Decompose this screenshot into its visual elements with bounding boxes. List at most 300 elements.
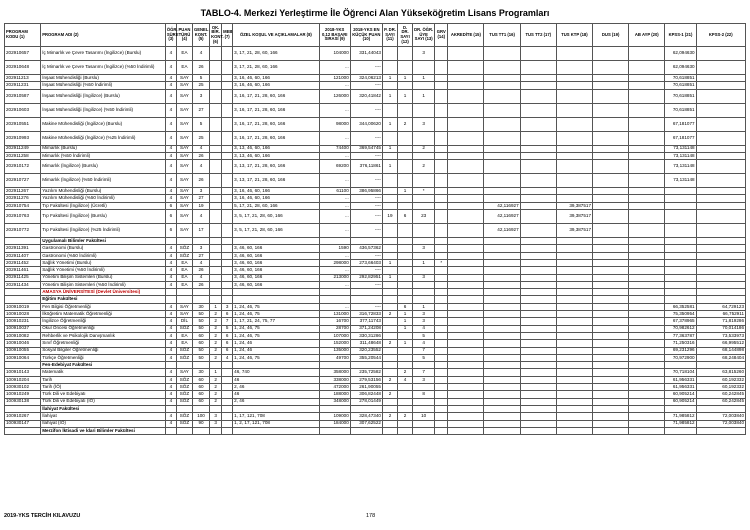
table-cell [192, 296, 209, 303]
table-cell [484, 174, 520, 188]
table-cell: 100910143 [5, 369, 41, 376]
table-row [5, 369, 746, 376]
table-cell [593, 413, 629, 420]
table-cell [629, 362, 665, 369]
table-cell: ---- [350, 195, 382, 202]
table-cell: * [435, 259, 448, 266]
table-cell [413, 267, 435, 274]
table-cell [222, 75, 233, 82]
table-cell: 42,116927 [484, 202, 520, 209]
table-cell [413, 174, 435, 188]
table-cell [448, 354, 484, 361]
table-cell: 3, 16, 46, 60, 166 [233, 82, 319, 89]
table-cell [484, 61, 520, 75]
table-cell: ---- [350, 131, 382, 145]
column-header: KPSS-2 (22) [696, 24, 745, 47]
table-cell [629, 376, 665, 383]
table-cell [484, 274, 520, 281]
table-cell: ... [319, 61, 350, 75]
table-cell [520, 202, 556, 209]
table-cell [665, 224, 696, 238]
table-cell [382, 224, 397, 238]
table-cell: SAY [176, 117, 192, 131]
column-header: 2018-YKS 0,12 BAŞARI SIRASI (9) [319, 24, 350, 47]
table-cell: 17 [192, 224, 209, 238]
table-cell: 202910172 [5, 160, 41, 174]
table-cell [556, 188, 592, 195]
table-cell: 3, 13, 17, 21, 28, 60, 166 [233, 174, 319, 188]
table-cell: 152000 [319, 340, 350, 347]
table-cell: 1 [382, 89, 397, 103]
table-cell [696, 267, 745, 274]
table-cell [556, 311, 592, 318]
table-cell: 71,250316 [665, 340, 696, 347]
table-cell: 202911258 [5, 152, 41, 159]
table-cell [520, 405, 556, 412]
table-cell [665, 195, 696, 202]
table-cell [176, 427, 192, 434]
table-cell [435, 82, 448, 89]
table-cell [484, 47, 520, 61]
table-cell [665, 289, 696, 296]
table-cell: 2 [413, 145, 435, 152]
table-cell [165, 296, 176, 303]
table-cell [382, 238, 397, 245]
table-cell [435, 347, 448, 354]
table-cell [520, 267, 556, 274]
table-cell [382, 398, 397, 405]
table-cell [520, 47, 556, 61]
table-cell [665, 259, 696, 266]
table-cell: DİL [176, 318, 192, 325]
table-cell [556, 259, 592, 266]
table-cell: 202910754 [5, 202, 41, 209]
table-cell: 66,752911 [696, 311, 745, 318]
table-cell [210, 245, 222, 252]
table-cell: 61,956331 [665, 384, 696, 391]
table-cell [382, 347, 397, 354]
table-cell: 4 [192, 145, 209, 152]
table-cell [5, 289, 41, 296]
table-cell: 2 [382, 391, 397, 398]
table-cell [398, 61, 413, 75]
table-cell [696, 281, 745, 288]
table-cell [382, 420, 397, 427]
table-cell [382, 303, 397, 310]
table-cell: 2 [210, 384, 222, 391]
table-cell: 75,350954 [665, 311, 696, 318]
table-cell: 3, 5, 17, 21, 28, 60, 166 [233, 224, 319, 238]
table-cell [556, 347, 592, 354]
table-cell [192, 362, 209, 369]
table-cell: 10 [413, 413, 435, 420]
table-cell [413, 289, 435, 296]
table-cell: 202910587 [5, 89, 41, 103]
table-row [5, 311, 746, 318]
table-cell [222, 259, 233, 266]
table-cell: 4 [413, 340, 435, 347]
table-cell [593, 160, 629, 174]
table-cell: 26 [192, 281, 209, 288]
table-cell: ---- [350, 252, 382, 259]
table-cell: Türkçe Öğretmenliği [41, 354, 166, 361]
table-cell [448, 427, 484, 434]
table-cell [520, 75, 556, 82]
table-cell [696, 174, 745, 188]
table-cell [593, 427, 629, 434]
table-cell [448, 82, 484, 89]
table-cell [222, 296, 233, 303]
table-cell [5, 238, 41, 245]
table-cell [319, 238, 350, 245]
table-cell: SÖZ [176, 391, 192, 398]
table-cell: 126000 [319, 89, 350, 103]
table-cell: İlahiyat (İÖ) [41, 420, 166, 427]
table-cell [382, 281, 397, 288]
table-row [5, 398, 746, 405]
table-cell: ---- [350, 61, 382, 75]
table-cell: 3 [192, 89, 209, 103]
table-cell: 27 [192, 103, 209, 117]
table-cell: İlahiyat Fakültesi [41, 405, 166, 412]
table-cell: İnşaat Mühendisliği (%50 İndirimli) [41, 82, 166, 89]
table-cell: ... [319, 202, 350, 209]
table-cell [222, 61, 233, 75]
table-cell: 16700 [319, 318, 350, 325]
table-cell [435, 195, 448, 202]
table-cell [413, 281, 435, 288]
table-cell: 2 [413, 160, 435, 174]
table-cell: 1 [382, 117, 397, 131]
table-cell [435, 89, 448, 103]
table-cell: ---- [350, 174, 382, 188]
table-cell [210, 145, 222, 152]
table-cell: Mimarlık (İngilizce) (%50 İndirimli) [41, 174, 166, 188]
table-cell [176, 289, 192, 296]
table-cell: SAY [176, 75, 192, 82]
table-cell [696, 362, 745, 369]
table-cell [696, 210, 745, 224]
table-cell: SAY [176, 202, 192, 209]
table-cell [192, 238, 209, 245]
table-cell [484, 376, 520, 383]
table-cell: 50 [192, 311, 209, 318]
table-cell: 4 [165, 174, 176, 188]
table-cell: 355,20544 [350, 354, 382, 361]
table-cell [398, 224, 413, 238]
table-cell [413, 195, 435, 202]
table-cell [484, 369, 520, 376]
table-cell [176, 405, 192, 412]
table-cell [435, 131, 448, 145]
table-cell: 42,116927 [484, 224, 520, 238]
table-cell: ---- [350, 103, 382, 117]
table-cell: 2 [210, 332, 222, 339]
table-cell: 316,72833 [350, 311, 382, 318]
table-cell: 1 [398, 75, 413, 82]
table-cell [593, 318, 629, 325]
table-cell [593, 369, 629, 376]
table-cell [448, 369, 484, 376]
table-cell [350, 296, 382, 303]
table-cell: SAY [176, 188, 192, 195]
table-cell [398, 289, 413, 296]
table-cell: 60 [192, 340, 209, 347]
table-cell: 4 [165, 398, 176, 405]
column-header: GRV (14) [435, 24, 448, 47]
table-cell [398, 195, 413, 202]
table-cell [435, 174, 448, 188]
table-cell [382, 354, 397, 361]
table-cell: 3, 46, 60, 166 [233, 252, 319, 259]
table-cell: SÖZ [176, 398, 192, 405]
table-cell: 19 [192, 202, 209, 209]
table-cell: 261,90055 [350, 384, 382, 391]
table-cell: 27 [192, 252, 209, 259]
table-cell [484, 296, 520, 303]
table-cell [382, 362, 397, 369]
table-cell [398, 131, 413, 145]
table-cell [629, 195, 665, 202]
table-cell [696, 82, 745, 89]
table-cell [435, 75, 448, 82]
table-cell [520, 340, 556, 347]
table-cell [413, 152, 435, 159]
table-cell [629, 145, 665, 152]
table-cell [484, 259, 520, 266]
table-cell [629, 174, 665, 188]
table-cell: 3, 16, 46, 60, 166 [233, 75, 319, 82]
table-cell: 2 [398, 413, 413, 420]
table-cell: 6 [222, 332, 233, 339]
table-cell: 202910551 [5, 117, 41, 131]
table-cell [435, 202, 448, 209]
table-row [5, 103, 746, 117]
table-cell [696, 75, 745, 82]
table-cell: 3, 16, 46, 60, 166 [233, 195, 319, 202]
table-cell [222, 224, 233, 238]
table-cell [222, 210, 233, 224]
table-cell [484, 405, 520, 412]
table-cell [556, 398, 592, 405]
table-cell: 7 [222, 318, 233, 325]
table-cell [382, 296, 397, 303]
table-cell [435, 117, 448, 131]
table-cell: 5 [413, 332, 435, 339]
table-cell: 39,387517 [556, 224, 592, 238]
table-cell [520, 354, 556, 361]
table-cell: EA [176, 332, 192, 339]
table-cell [448, 131, 484, 145]
table-cell [382, 369, 397, 376]
table-cell: 7 [413, 369, 435, 376]
table-cell [448, 413, 484, 420]
table-cell: 4 [165, 281, 176, 288]
table-cell: 4 [165, 82, 176, 89]
table-row [5, 117, 746, 131]
table-cell [629, 289, 665, 296]
table-cell [556, 245, 592, 252]
table-cell: 71,819286 [696, 318, 745, 325]
table-cell [448, 174, 484, 188]
table-cell: 50 [192, 318, 209, 325]
table-cell: 3, 5, 17, 21, 28, 60, 166 [233, 210, 319, 224]
table-cell [629, 202, 665, 209]
table-cell [629, 89, 665, 103]
table-cell [413, 131, 435, 145]
table-cell: EA [176, 47, 192, 61]
table-cell [520, 131, 556, 145]
table-row [5, 245, 746, 252]
table-cell [210, 160, 222, 174]
table-cell [556, 303, 592, 310]
table-cell: Sosyal Bilgiler Öğretmenliği [41, 347, 166, 354]
table-cell: 311,48648 [350, 340, 382, 347]
table-cell [629, 369, 665, 376]
table-cell: İnşaat Mühendisliği (İngilizce) (Burslu) [41, 89, 166, 103]
table-cell [593, 117, 629, 131]
table-cell [435, 427, 448, 434]
table-cell [382, 47, 397, 61]
table-cell: 68,144898 [696, 347, 745, 354]
table-cell: 70,718104 [665, 369, 696, 376]
table-cell: 1, 17, 21, 24, 75, 77 [233, 318, 319, 325]
table-cell [629, 47, 665, 61]
table-cell [520, 152, 556, 159]
table-cell: 5 [192, 117, 209, 131]
table-cell [520, 188, 556, 195]
table-cell: 202910993 [5, 131, 41, 145]
table-cell [520, 398, 556, 405]
table-cell: 1 [382, 75, 397, 82]
table-cell [696, 89, 745, 103]
table-cell [382, 252, 397, 259]
table-cell: 279,53156 [350, 376, 382, 383]
table-cell: 135000 [319, 347, 350, 354]
table-cell [398, 405, 413, 412]
table-cell [435, 152, 448, 159]
table-cell [448, 267, 484, 274]
table-cell [556, 289, 592, 296]
table-cell: 49700 [319, 354, 350, 361]
table-cell [665, 274, 696, 281]
table-row [5, 152, 746, 159]
table-cell [696, 296, 745, 303]
table-cell: 3, 16, 17, 21, 28, 60, 166 [233, 103, 319, 117]
table-cell [435, 369, 448, 376]
table-cell [398, 267, 413, 274]
table-cell [520, 384, 556, 391]
table-cell [222, 117, 233, 131]
table-cell [556, 405, 592, 412]
table-row [5, 47, 746, 61]
table-cell: 4 [192, 259, 209, 266]
table-cell: 3, 16, 46, 60, 166 [233, 188, 319, 195]
table-cell [520, 391, 556, 398]
table-cell [222, 131, 233, 145]
table-cell [448, 259, 484, 266]
table-cell [435, 160, 448, 174]
table-cell [448, 160, 484, 174]
table-cell [413, 296, 435, 303]
table-cell [556, 82, 592, 89]
table-cell: 4 [165, 376, 176, 383]
table-cell: 3, 16, 17, 21, 28, 60, 166 [233, 131, 319, 145]
table-cell: 70,014186 [696, 325, 745, 332]
table-cell: 50 [192, 325, 209, 332]
column-header: ÖZEL KOŞUL VE AÇIKLAMALAR (8) [233, 24, 319, 47]
table-cell [382, 82, 397, 89]
table-cell [520, 296, 556, 303]
table-cell [520, 318, 556, 325]
table-row [5, 174, 746, 188]
table-cell: EA [176, 259, 192, 266]
table-cell [629, 238, 665, 245]
table-cell [448, 398, 484, 405]
table-cell: 4 [165, 47, 176, 61]
table-cell [629, 131, 665, 145]
table-cell [210, 259, 222, 266]
table-cell: 3, 13, 17, 21, 28, 60, 166 [233, 160, 319, 174]
table-cell [448, 420, 484, 427]
table-cell [413, 252, 435, 259]
table-cell: 4 [165, 369, 176, 376]
table-cell: 4 [165, 274, 176, 281]
table-cell [556, 152, 592, 159]
table-cell [222, 398, 233, 405]
table-row [5, 252, 746, 259]
table-cell: 3, 17, 21, 28, 60, 166 [233, 47, 319, 61]
table-cell: 202911407 [5, 252, 41, 259]
table-cell [435, 47, 448, 61]
table-cell [176, 296, 192, 303]
table-cell [556, 274, 592, 281]
table-cell [319, 289, 350, 296]
table-cell [448, 391, 484, 398]
table-cell [398, 152, 413, 159]
table-cell: 131000 [319, 311, 350, 318]
table-cell: 70,618851 [665, 89, 696, 103]
table-cell: Türk Dili ve Edebiyatı (İÖ) [41, 398, 166, 405]
table-cell: 4 [165, 160, 176, 174]
table-cell [350, 238, 382, 245]
table-cell [435, 354, 448, 361]
column-header: GENEL KONT. (5) [192, 24, 209, 47]
table-cell [222, 238, 233, 245]
table-cell [520, 413, 556, 420]
table-cell: 2 [398, 369, 413, 376]
table-cell: 5 [192, 75, 209, 82]
table-cell: 72,003840 [696, 420, 745, 427]
table-cell [165, 289, 176, 296]
table-cell: 5 [413, 354, 435, 361]
table-cell: 100910055 [5, 347, 41, 354]
table-cell: SÖZ [176, 354, 192, 361]
table-cell [556, 252, 592, 259]
table-cell [448, 89, 484, 103]
table-row [5, 160, 746, 174]
table-cell: 331,44043 [350, 47, 382, 61]
table-cell: SAY [176, 131, 192, 145]
table-cell: 4 [192, 210, 209, 224]
table-cell [629, 354, 665, 361]
table-cell: 3, 13, 46, 60, 166 [233, 145, 319, 152]
table-cell: SAY [176, 160, 192, 174]
table-cell [5, 362, 41, 369]
table-cell [484, 281, 520, 288]
table-cell [398, 427, 413, 434]
table-cell: 4 [165, 145, 176, 152]
